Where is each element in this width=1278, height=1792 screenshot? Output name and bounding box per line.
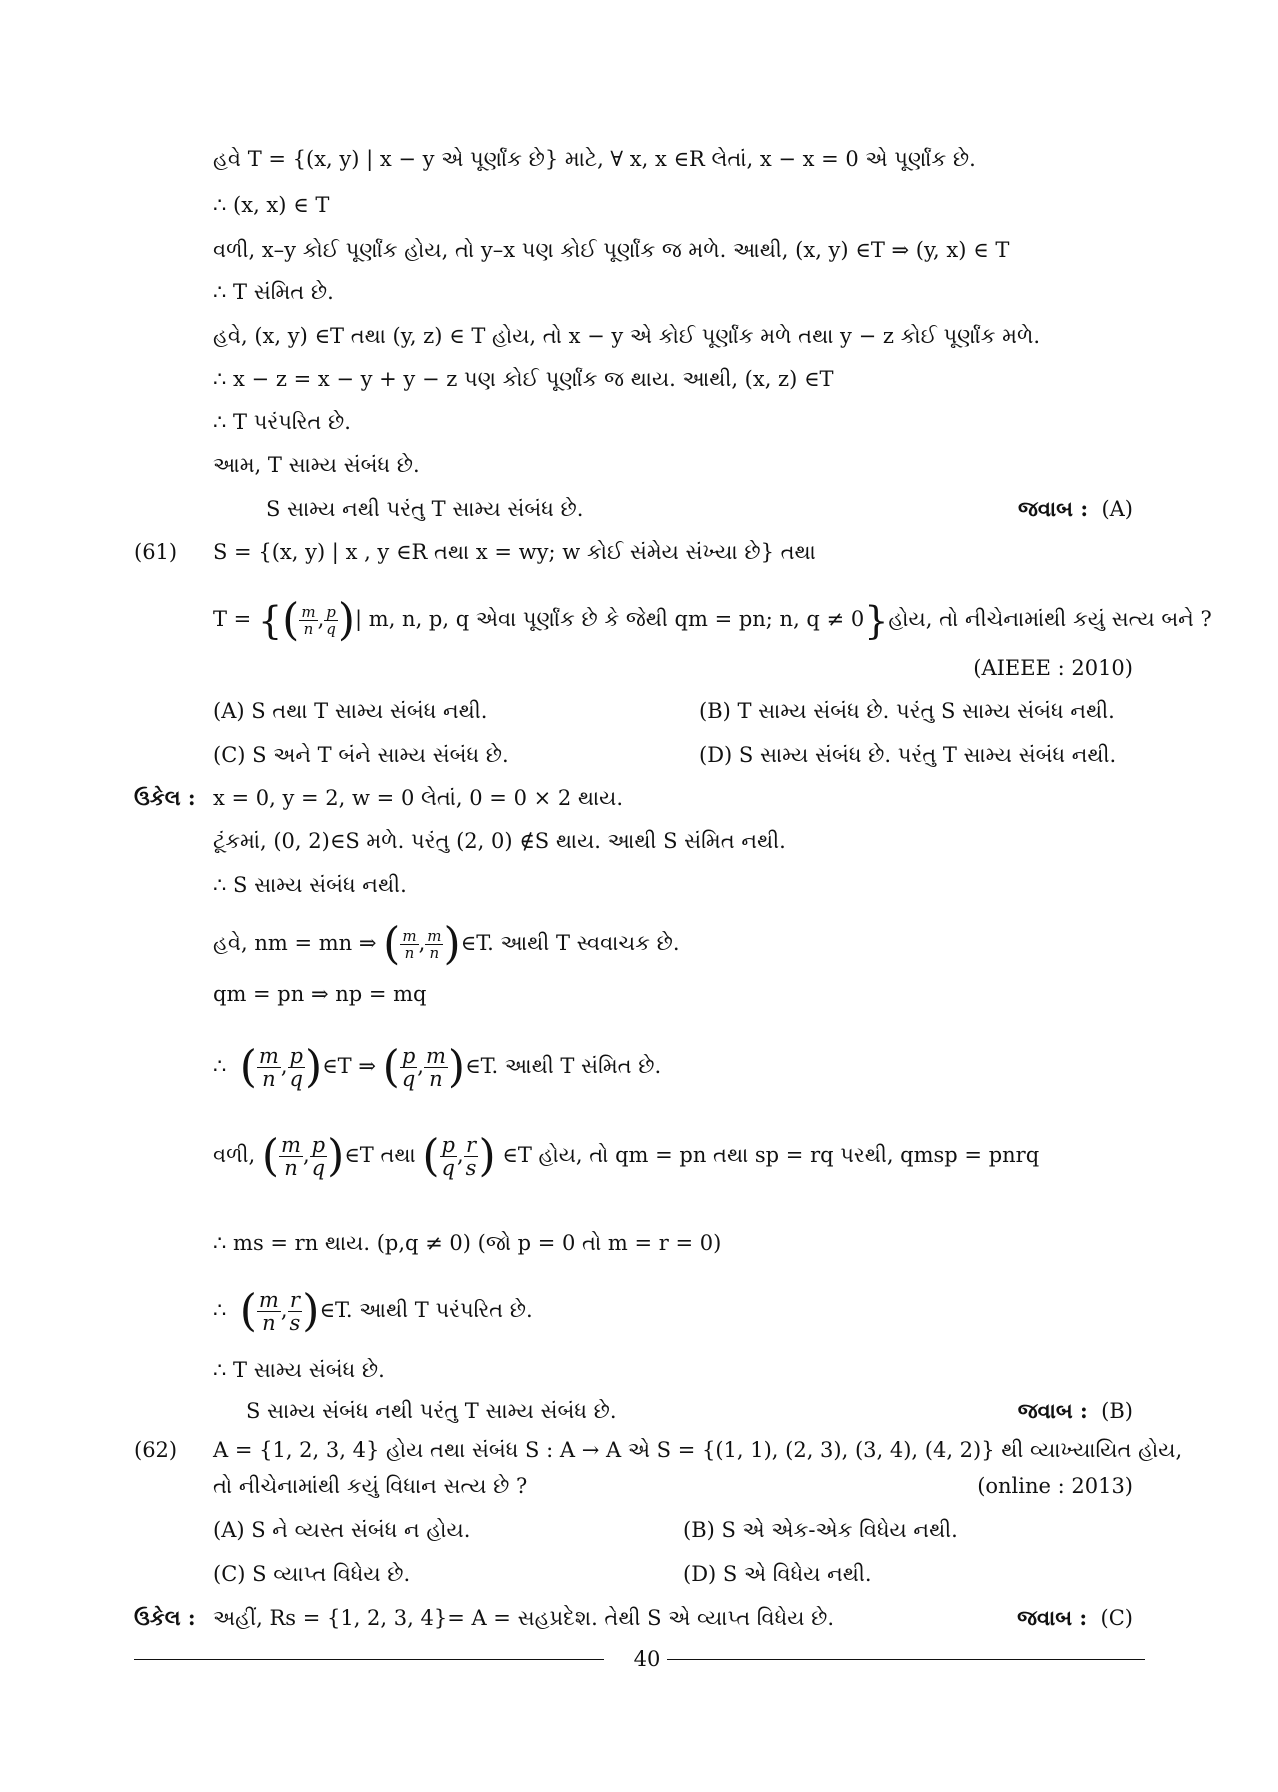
option-d: (D) S સામ્ય સંબંધ છે. પરંતુ T સામ્ય સંબંધ નથી. bbox=[699, 743, 1117, 767]
option-d: (D) S એ વિધેય નથી. bbox=[683, 1562, 872, 1586]
line-post: ∈T હોય, તો qm = pn તથા sp = rq પરથી, qmsp = pnrq bbox=[502, 1143, 1040, 1167]
text-line: ∴ T પરંપરિત છે. bbox=[213, 410, 351, 434]
fraction-m-n: $\frac{m}{n}$ bbox=[301, 603, 316, 638]
footer-rule-left bbox=[134, 1659, 604, 1660]
text-line: આમ, T સામ્ય સંબંધ છે. bbox=[213, 453, 420, 477]
question-text: S = {(x, y) | x , y ∈R તથા x = wy; w કોઈ સંમેય સંખ્યા છે} તથા bbox=[213, 540, 816, 564]
fraction-m-n: $\frac{m}{n}$ bbox=[281, 1133, 301, 1180]
question-source: (online : 2013) bbox=[977, 1474, 1133, 1498]
fraction-r-s: $\frac{r}{s}$ bbox=[289, 1288, 301, 1335]
fraction-p-q: $\frac{p}{q}$ bbox=[311, 1133, 326, 1180]
fraction-r-s: $\frac{r}{s}$ bbox=[465, 1133, 477, 1180]
solution-line: x = 0, y = 2, w = 0 લેતાં, 0 = 0 × 2 થાય. bbox=[213, 786, 624, 810]
line-pre: હવે, nm = mn ⇒ bbox=[213, 931, 377, 955]
answer-line bbox=[1018, 1397, 1133, 1425]
fraction-m-n: $\frac{m}{n}$ bbox=[425, 1044, 446, 1091]
solution-line: ∴ ms = rn થાય. (p,q ≠ 0) (જો p = 0 તો m = r = 0) bbox=[213, 1231, 722, 1255]
set-t-end: હોય, તો નીચેનામાંથી કયું સત્ય બને ? bbox=[888, 607, 1212, 631]
question-source: (AIEEE : 2010) bbox=[973, 656, 1133, 680]
solution-line: qm = pn ⇒ np = mq bbox=[213, 982, 427, 1006]
option-a: (A) S તથા T સામ્ય સંબંધ નથી. bbox=[213, 699, 488, 723]
line-post: ∈T. આથી T સ્વવાચક છે. bbox=[460, 931, 680, 955]
line-mid: ∈T ⇒ bbox=[322, 1054, 376, 1078]
answer-label: જવાબ : bbox=[1018, 496, 1089, 521]
solution-line-transitive: વળી, ( $\frac{m}{n}$ , $\frac{p}{q}$ )∈T તથા ( $\frac{p}{q}$ , $\frac{r}{s}$ ) ∈T હોય, તો qm = pn તથા sp = rq પરથી, qmsp = pnrq bbox=[213, 1130, 1040, 1182]
line-post: ∈T. આથી T સંમિત છે. bbox=[465, 1054, 662, 1078]
open-brace: { bbox=[257, 598, 283, 643]
question-number: (61) bbox=[134, 540, 178, 564]
open-paren: ( bbox=[282, 594, 300, 646]
text-line: ∴ T સંમિત છે. bbox=[213, 280, 334, 304]
text-line: હવે T = {(x, y) | x − y એ પૂર્ણાંક છે} માટે, ∀ x, x ∈R લેતાં, x − x = 0 એ પૂર્ણાંક છે. bbox=[213, 147, 976, 171]
line-post: ∈T. આથી T પરંપરિત છે. bbox=[319, 1298, 533, 1322]
text-line: ∴ x − z = x − y + y − z પણ કોઈ પૂર્ણાંક જ થાય. આથી, (x, z) ∈T bbox=[213, 367, 834, 391]
question-text: A = {1, 2, 3, 4} હોય તથા સંબંધ S : A → A એ S = {(1, 1), (2, 3), (3, 4), (4, 2)} થી વ્યાખ્યાયિત હોય, bbox=[213, 1438, 1183, 1462]
fraction-m-n: $\frac{m}{n}$ bbox=[427, 927, 442, 962]
answer-line bbox=[1017, 1604, 1133, 1632]
fraction-p-q: $\frac{p}{q}$ bbox=[441, 1133, 455, 1180]
option-c: (C) S વ્યાપ્ત વિધેય છે. bbox=[213, 1562, 411, 1586]
solution-line: ટૂંકમાં, (0, 2)∈S મળે. પરંતુ (2, 0) ∉S થાય. આથી S સંમિત નથી. bbox=[213, 829, 786, 853]
solution-line-symmetric: ∴ ( $\frac{m}{n}$ , $\frac{p}{q}$ )∈T ⇒ ( $\frac{p}{q}$ , $\frac{m}{n}$ )∈T. આથી T સંમિત છે. bbox=[213, 1041, 662, 1093]
option-c: (C) S અને T બંને સામ્ય સંબંધ છે. bbox=[213, 743, 509, 767]
set-t-condition: | m, n, p, q એવા પૂર્ણાંક છે કે જેથી qm = pn; n, q ≠ 0 bbox=[355, 607, 865, 631]
answer-label: જવાબ : bbox=[1017, 1605, 1088, 1630]
footer-rule-right bbox=[667, 1659, 1145, 1660]
close-paren: ) bbox=[337, 594, 356, 646]
line-pre: ∴ bbox=[213, 1054, 227, 1078]
solution-label: ઉકેલ : bbox=[134, 785, 196, 810]
line-pre: વળી, bbox=[213, 1143, 256, 1167]
line-pre: ∴ bbox=[213, 1298, 227, 1322]
set-definition-t: T = {( $\frac{m}{n}$ , $\frac{p}{q}$ )| m, n, p, q એવા પૂર્ણાંક છે કે જેથી qm = pn; n, q ≠ 0}હોય, તો નીચેનામાંથી કયું સત્ય બને ? bbox=[213, 594, 1212, 646]
solution-line: ∴ S સામ્ય સંબંધ નથી. bbox=[213, 873, 407, 897]
fraction-p-q: $\frac{p}{q}$ bbox=[289, 1044, 303, 1091]
solution-label: ઉકેલ : bbox=[134, 1605, 196, 1630]
solution-line: અહીં, Rs = {1, 2, 3, 4}= A = સહપ્રદેશ. તેથી S એ વ્યાપ્ત વિધેય છે. bbox=[213, 1606, 835, 1630]
text-line: હવે, (x, y) ∈T તથા (y, z) ∈ T હોય, તો x − y એ કોઈ પૂર્ણાંક મળે તથા y − z કોઈ પૂર્ણાંક મળે. bbox=[213, 324, 1041, 348]
answer-value: (A) bbox=[1101, 497, 1133, 521]
set-t-pre: T = bbox=[213, 607, 252, 631]
page-number: 40 bbox=[633, 1647, 661, 1671]
fraction-m-n: $\frac{m}{n}$ bbox=[402, 927, 417, 962]
conclusion-line: S સામ્ય સંબંધ નથી પરંતુ T સામ્ય સંબંધ છે. bbox=[246, 1399, 617, 1423]
fraction-m-n: $\frac{m}{n}$ bbox=[258, 1044, 279, 1091]
solution-line: ∴ T સામ્ય સંબંધ છે. bbox=[213, 1358, 385, 1382]
conclusion-line: S સામ્ય નથી પરંતુ T સામ્ય સંબંધ છે. bbox=[266, 497, 584, 521]
option-a: (A) S ને વ્યસ્ત સંબંધ ન હોય. bbox=[213, 1518, 471, 1542]
answer-line bbox=[1018, 495, 1133, 523]
line-mid: ∈T તથા bbox=[344, 1143, 416, 1167]
close-brace: } bbox=[864, 598, 889, 643]
answer-value: (B) bbox=[1101, 1399, 1133, 1423]
text-line: ∴ (x, x) ∈ T bbox=[213, 193, 330, 217]
solution-line-reflexive: હવે, nm = mn ⇒ ( $\frac{m}{n}$ , $\frac{m}{n}$ )∈T. આથી T સ્વવાચક છે. bbox=[213, 918, 680, 970]
text-line: વળી, x–y કોઈ પૂર્ણાંક હોય, તો y–x પણ કોઈ પૂર્ણાંક જ મળે. આથી, (x, y) ∈T ⇒ (y, x) ∈ T bbox=[213, 238, 1010, 262]
option-b: (B) T સામ્ય સંબંધ છે. પરંતુ S સામ્ય સંબંધ નથી. bbox=[699, 699, 1115, 723]
answer-value: (C) bbox=[1100, 1606, 1133, 1630]
fraction-p-q: $\frac{p}{q}$ bbox=[401, 1044, 416, 1091]
option-b: (B) S એ એક-એક વિધેય નથી. bbox=[683, 1518, 958, 1542]
fraction-p-q: $\frac{p}{q}$ bbox=[326, 603, 336, 638]
question-number: (62) bbox=[134, 1438, 178, 1462]
question-text: તો નીચેનામાંથી કયું વિધાન સત્ય છે ? bbox=[213, 1474, 528, 1498]
fraction-m-n: $\frac{m}{n}$ bbox=[258, 1288, 279, 1335]
answer-label: જવાબ : bbox=[1017, 1398, 1088, 1423]
solution-line-transitive-result: ∴ ( $\frac{m}{n}$ , $\frac{r}{s}$ )∈T. આથી T પરંપરિત છે. bbox=[213, 1285, 533, 1337]
